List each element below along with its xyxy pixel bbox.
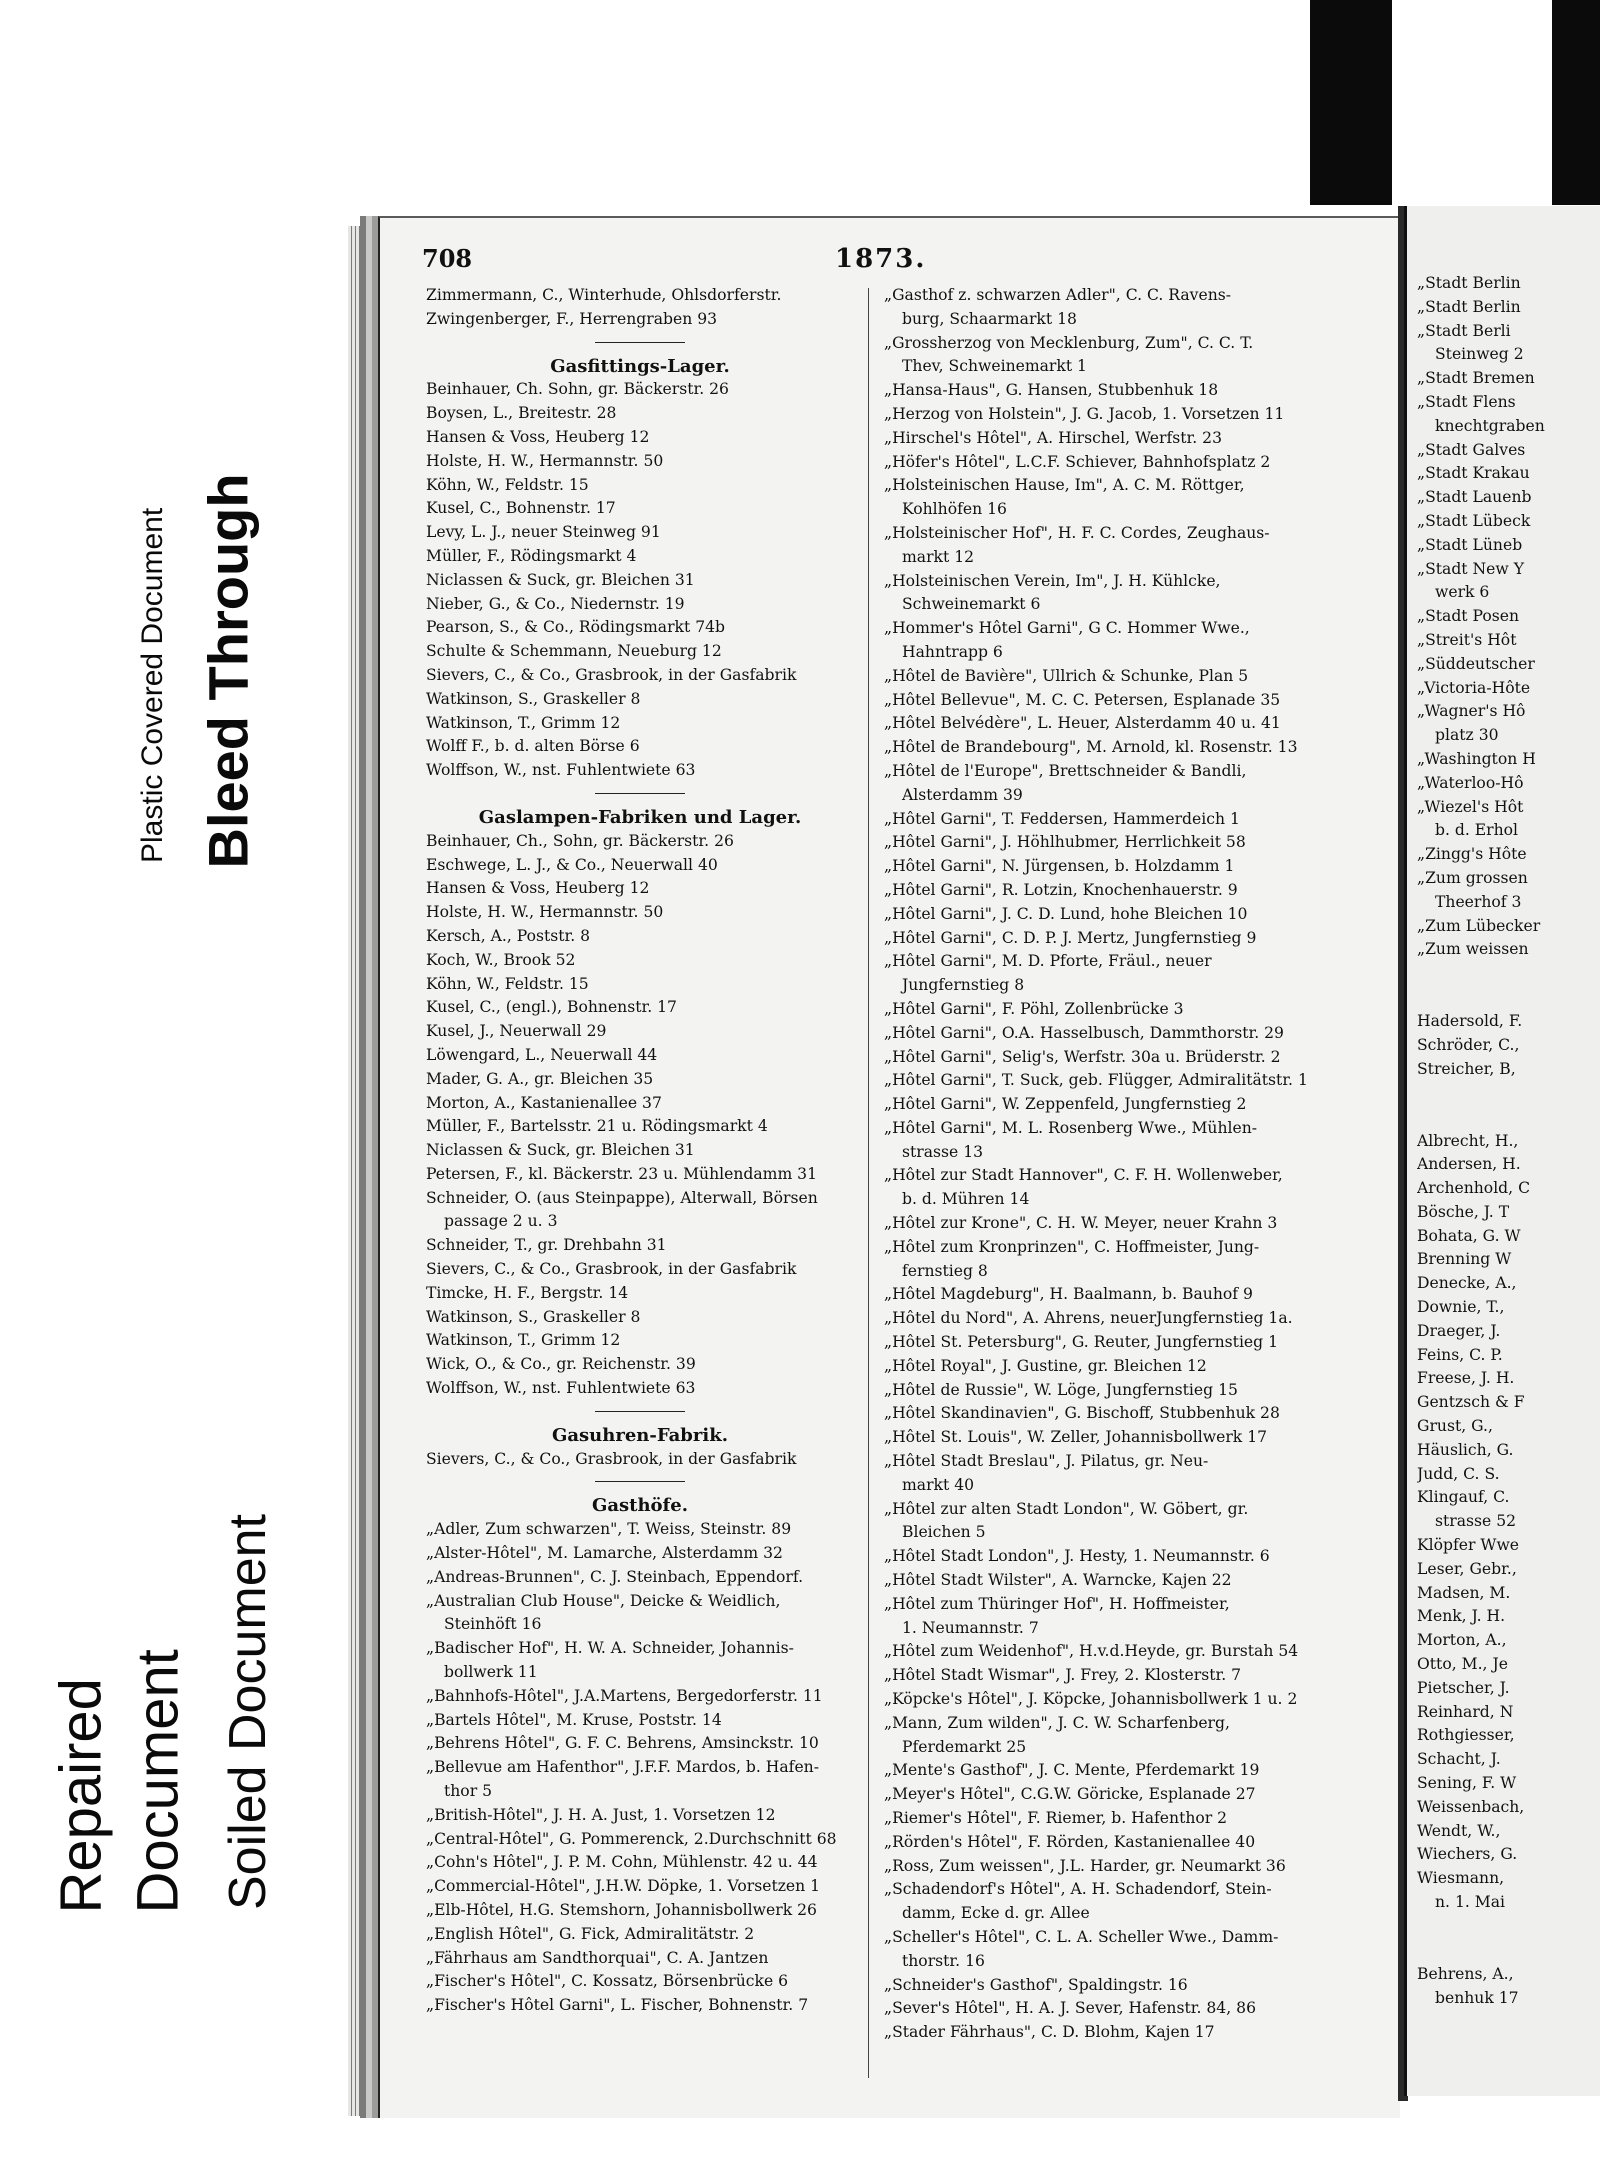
directory-entry: „Stadt New Y [1417, 559, 1525, 578]
entry-continuation: knechtgraben [1435, 416, 1545, 435]
directory-entry: Koch, W., Brook 52 [426, 950, 576, 969]
directory-entry: Andersen, H. [1417, 1155, 1521, 1174]
entry-continuation: fernstieg 8 [902, 1261, 988, 1280]
directory-entry: „Hôtel de Brandebourg", M. Arnold, kl. Rosenstr. 13 [884, 738, 1298, 757]
bleed-through-sticker [108, 336, 378, 986]
spacer [1417, 986, 1600, 1010]
entry-continuation: Steinweg 2 [1435, 345, 1524, 364]
book-page-edges [348, 226, 382, 2116]
directory-entry: „Hommer's Hôtel Garni", G C. Hommer Wwe., [884, 619, 1250, 638]
directory-entry: „Hôtel Garni", C. D. P. J. Mertz, Jungfernstieg 9 [884, 928, 1257, 947]
entry-continuation: Alsterdamm 39 [902, 785, 1023, 804]
directory-entry: Kersch, A., Poststr. 8 [426, 926, 591, 945]
directory-entry: „Hôtel Belvédère", L. Heuer, Alsterdamm 40 u. 41 [884, 714, 1281, 733]
directory-entry: Morton, A., [1417, 1631, 1507, 1650]
directory-entry: „Andreas-Brunnen", C. J. Steinbach, Eppendorf. [426, 1567, 804, 1586]
sticker-caption-repaired: Repaired [48, 1678, 114, 1914]
directory-entry: Gentzsch & F [1417, 1393, 1525, 1412]
directory-entry: „Gasthof z. schwarzen Adler", C. C. Ravens- [884, 286, 1232, 304]
directory-entry: „Hôtel zum Thüringer Hof", H. Hoffmeister, [884, 1594, 1230, 1613]
entry-continuation: Bleichen 5 [902, 1523, 986, 1542]
directory-entry: „Stadt Berlin [1417, 274, 1521, 292]
directory-entry: „Hôtel Stadt London", J. Hesty, 1. Neumannstr. 6 [884, 1547, 1270, 1566]
directory-entry: Kusel, C., Bohnenstr. 17 [426, 499, 616, 518]
entry-continuation: b. d. Erhol [1435, 821, 1519, 840]
directory-entry: Wolffson, W., nst. Fuhlentwiete 63 [426, 761, 696, 780]
directory-entry: „Hôtel Garni", W. Zeppenfeld, Jungfernstieg 2 [884, 1095, 1247, 1114]
directory-entry: Mader, G. A., gr. Bleichen 35 [426, 1069, 654, 1088]
spacer [1417, 1939, 1600, 1963]
directory-entry: Pearson, S., & Co., Rödingsmarkt 74b [426, 618, 726, 637]
directory-entry: „Hôtel Royal", J. Gustine, gr. Bleichen 12 [884, 1356, 1207, 1375]
directory-entry: „Fährhaus am Sandthorquai", C. A. Jantzen [426, 1948, 769, 1967]
entry-continuation: Hahntrapp 6 [902, 642, 1003, 661]
directory-entry: „Köpcke's Hôtel", J. Köpcke, Johannisbollwerk 1 u. 2 [884, 1690, 1298, 1709]
directory-entry: Niclassen & Suck, gr. Bleichen 31 [426, 1141, 695, 1160]
directory-entry: „Hôtel zum Weidenhof", H.v.d.Heyde, gr. Burstah 54 [884, 1642, 1299, 1661]
directory-entry: „Hôtel zum Kronprinzen", C. Hoffmeister, Jung- [884, 1237, 1260, 1256]
sticker-caption-plastic: Plastic Covered Document [136, 507, 169, 863]
directory-entry: Kusel, J., Neuerwall 29 [426, 1022, 607, 1041]
directory-entry: „Alster-Hôtel", M. Lamarche, Alsterdamm 32 [426, 1544, 783, 1563]
directory-entry: „Streit's Hôt [1417, 630, 1517, 649]
directory-entry: Kusel, C., (engl.), Bohnenstr. 17 [426, 998, 677, 1017]
directory-entry: Löwengard, L., Neuerwall 44 [426, 1045, 658, 1064]
section-heading: Gasthöfe. [591, 1495, 689, 1517]
directory-entry: „Hôtel Garni", F. Pöhl, Zollenbrücke 3 [884, 999, 1184, 1018]
directory-entry: Schröder, C., [1417, 1035, 1520, 1054]
directory-entry: Watkinson, T., Grimm 12 [426, 1331, 621, 1350]
directory-entry: Hansen & Voss, Heuberg 12 [426, 427, 650, 446]
directory-entry: „Hôtel zur alten Stadt London", W. Göbert, gr. [884, 1499, 1249, 1518]
directory-entry: Sievers, C., & Co., Grasbrook, in der Gasfabrik [426, 665, 797, 684]
directory-entry: „Schadendorf's Hôtel", A. H. Schadendorf, Stein- [884, 1880, 1272, 1899]
directory-entry: Holste, H. W., Hermannstr. 50 [426, 451, 664, 470]
spacer [1417, 1082, 1600, 1106]
directory-entry: „Fischer's Hôtel Garni", L. Fischer, Bohnenstr. 7 [426, 1996, 809, 2015]
directory-entry: „Hôtel de Russie", W. Löge, Jungfernstieg 15 [884, 1380, 1238, 1399]
entry-continuation: passage 2 u. 3 [444, 1212, 558, 1231]
directory-entry: „Süddeutscher [1417, 654, 1535, 673]
directory-entry: Schneider, T., gr. Drehbahn 31 [426, 1236, 667, 1255]
directory-entry: „Central-Hôtel", G. Pommerenck, 2.Durchschnitt 68 [426, 1829, 837, 1848]
directory-entry: „Hôtel St. Petersburg", G. Reuter, Jungfernstieg 1 [884, 1333, 1279, 1352]
page-header [380, 244, 1400, 278]
directory-entry: „Zingg's Hôte [1417, 845, 1527, 864]
directory-entry: „Stadt Lauenb [1417, 488, 1532, 507]
directory-entry: Downie, T., [1417, 1298, 1505, 1317]
directory-entry: Boysen, L., Breitestr. 28 [426, 404, 617, 423]
directory-entry: „Zum Lübecker [1417, 916, 1541, 935]
directory-entry: Schulte & Schemmann, Neueburg 12 [426, 642, 722, 661]
directory-entry: „Wagner's Hô [1417, 702, 1526, 721]
directory-entry: „Grossherzog von Mecklenburg, Zum", C. C. T. [884, 333, 1254, 352]
directory-entry: Otto, M., Je [1417, 1655, 1508, 1674]
directory-entry: Pietscher, J. [1417, 1678, 1510, 1697]
entry-continuation: benhuk 17 [1435, 1988, 1519, 2007]
directory-entry: „Stadt Bremen [1417, 369, 1535, 388]
directory-entry: Leser, Gebr., [1417, 1559, 1517, 1578]
middle-column [884, 284, 1344, 2045]
directory-entry: Petersen, F., kl. Bäckerstr. 23 u. Mühlendamm 31 [426, 1164, 818, 1183]
directory-entry: „Hôtel zur Stadt Hannover", C. F. H. Wollenweber, [884, 1166, 1283, 1185]
directory-entry: Nieber, G., & Co., Niedernstr. 19 [426, 594, 685, 613]
directory-entry: „Hirschel's Hôtel", A. Hirschel, Werfstr. 23 [884, 428, 1223, 447]
directory-entry: „Hôtel Stadt Breslau", J. Pilatus, gr. Neu- [884, 1452, 1209, 1471]
spacer [1417, 1106, 1600, 1130]
directory-entry: „Mann, Zum wilden", J. C. W. Scharfenberg, [884, 1713, 1230, 1732]
directory-entry: Reinhard, N [1417, 1702, 1514, 1721]
directory-entry: „Stadt Posen [1417, 607, 1520, 626]
entry-continuation: n. 1. Mai [1435, 1893, 1506, 1911]
directory-entry: „Hôtel Garni", O.A. Hasselbusch, Dammthorstr. 29 [884, 1023, 1284, 1042]
sticker-caption-bleed: Bleed Through [196, 473, 260, 869]
directory-entry: „Stadt Berli [1417, 321, 1511, 340]
directory-entry: „Herzog von Holstein", J. G. Jacob, 1. Vorsetzen 11 [884, 404, 1285, 423]
directory-entry: „British-Hôtel", J. H. A. Just, 1. Vorsetzen 12 [426, 1805, 776, 1824]
directory-entry: „Stader Fährhaus", C. D. Blohm, Kajen 17 [884, 2023, 1215, 2042]
directory-entry: Wendt, W., [1417, 1821, 1501, 1840]
entry-continuation: Kohlhöfen 16 [902, 500, 1007, 519]
directory-entry: „Stadt Krakau [1417, 464, 1530, 483]
directory-entry: „Holsteinischer Hof", H. F. C. Cordes, Zeughaus- [884, 523, 1270, 542]
directory-entry: „Hansa-Haus", G. Hansen, Stubbenhuk 18 [884, 381, 1219, 400]
directory-entry: „Commercial-Hôtel", J.H.W. Döpke, 1. Vorsetzen 1 [426, 1877, 821, 1896]
directory-entry: Archenhold, C [1417, 1179, 1531, 1198]
directory-entry: Albrecht, H., [1417, 1131, 1519, 1150]
directory-entry: „Hôtel Garni", J. C. D. Lund, hohe Bleichen 10 [884, 904, 1248, 923]
directory-entry: „Hôtel Stadt Wilster", A. Warncke, Kajen 22 [884, 1571, 1232, 1590]
directory-page [378, 216, 1400, 2118]
entry-continuation: werk 6 [1435, 583, 1490, 602]
page-number: 708 [422, 244, 473, 273]
directory-entry: „Holsteinischen Hause, Im", A. C. M. Röttger, [884, 476, 1245, 495]
directory-entry: „Australian Club House", Deicke & Weidlich, [426, 1591, 781, 1610]
soiled-document-sticker [16, 1390, 306, 1990]
entry-continuation: markt 40 [902, 1475, 975, 1494]
directory-entry: Denecke, A., [1417, 1274, 1517, 1293]
entry-continuation: burg, Schaarmarkt 18 [902, 309, 1077, 328]
directory-entry: Morton, A., Kastanienallee 37 [426, 1093, 662, 1112]
directory-entry: Watkinson, T., Grimm 12 [426, 713, 621, 732]
directory-entry: Menk, J. H. [1417, 1607, 1506, 1626]
directory-entry: Wolff F., b. d. alten Börse 6 [426, 737, 640, 756]
spacer [1417, 962, 1600, 986]
directory-entry: Sening, F. W [1417, 1774, 1517, 1793]
section-rule [595, 793, 685, 794]
directory-entry: Rothgiesser, [1417, 1726, 1515, 1745]
directory-entry: „Stadt Berlin [1417, 297, 1521, 316]
sticker-caption-soiled: Soiled Document [219, 1514, 277, 1910]
directory-entry: Eschwege, L. J., & Co., Neuerwall 40 [426, 855, 718, 874]
page-year: 1873. [835, 244, 927, 274]
directory-entry: „Hôtel Skandinavien", G. Bischoff, Stubbenhuk 28 [884, 1404, 1280, 1423]
directory-entry: „Hôtel Garni", T. Feddersen, Hammerdeich 1 [884, 809, 1240, 828]
directory-entry: „Waterloo-Hô [1417, 773, 1524, 792]
directory-entry: Hansen & Voss, Heuberg 12 [426, 879, 650, 898]
section-heading: Gasuhren-Fabrik. [552, 1424, 728, 1446]
directory-entry: Müller, F., Rödingsmarkt 4 [426, 546, 637, 565]
directory-entry: „Bellevue am Hafenthor", J.F.F. Mardos, b. Hafen- [426, 1758, 819, 1777]
directory-entry: „Adler, Zum schwarzen", T. Weiss, Steinstr. 89 [426, 1520, 792, 1539]
directory-entry: Beinhauer, Ch., Sohn, gr. Bäckerstr. 26 [426, 831, 734, 850]
directory-entry: „Schneider's Gasthof", Spaldingstr. 16 [884, 1975, 1188, 1994]
directory-entry: „Hôtel Garni", M. L. Rosenberg Wwe., Mühlen- [884, 1118, 1258, 1137]
directory-entry: „Hôtel Garni", T. Suck, geb. Flügger, Admiralitätstr. 1 [884, 1071, 1308, 1090]
directory-entry: Behrens, A., [1417, 1964, 1514, 1983]
entry-continuation: damm, Ecke d. gr. Allee [902, 1904, 1090, 1923]
entry-continuation: thor 5 [444, 1782, 493, 1801]
entry-continuation: Jungfernstieg 8 [902, 976, 1025, 995]
directory-entry: „Behrens Hôtel", G. F. C. Behrens, Amsinckstr. 10 [426, 1734, 819, 1753]
directory-entry: Zwingenberger, F., Herrengraben 93 [426, 309, 718, 328]
directory-entry: „Sever's Hôtel", H. A. J. Sever, Hafenstr. 84, 86 [884, 1999, 1256, 2018]
entry-continuation: Theerhof 3 [1435, 892, 1522, 911]
entry-continuation: thorstr. 16 [902, 1951, 985, 1970]
directory-entry: „Victoria-Hôte [1417, 678, 1531, 697]
directory-entry: „Hôtel de l'Europe", Brettschneider & Bandli, [884, 761, 1247, 780]
directory-entry: Köhn, W., Feldstr. 15 [426, 475, 589, 494]
directory-entry: „Zum weissen [1417, 940, 1529, 959]
directory-entry: Sievers, C., & Co., Grasbrook, in der Gasfabrik [426, 1260, 797, 1279]
directory-entry: „Washington H [1417, 749, 1536, 768]
entry-continuation: Thev, Schweinemarkt 1 [902, 357, 1087, 376]
directory-entry: „Badischer Hof", H. W. A. Schneider, Johannis- [426, 1639, 794, 1658]
directory-entry: Wick, O., & Co., gr. Reichenstr. 39 [426, 1355, 696, 1374]
directory-entry: „Mente's Gasthof", J. C. Mente, Pferdemarkt 19 [884, 1761, 1260, 1780]
directory-entry: „English Hôtel", G. Fick, Admiralitätstr. 2 [426, 1924, 755, 1943]
directory-entry: Klöpfer Wwe [1417, 1536, 1520, 1555]
directory-entry: Bohata, G. W [1417, 1226, 1521, 1245]
section-rule [595, 342, 685, 343]
directory-entry: Beinhauer, Ch. Sohn, gr. Bäckerstr. 26 [426, 380, 729, 399]
directory-entry: „Bahnhofs-Hôtel", J.A.Martens, Bergedorferstr. 11 [426, 1686, 823, 1705]
directory-entry: „Cohn's Hôtel", J. P. M. Cohn, Mühlenstr. 42 u. 44 [426, 1853, 818, 1872]
column-divider [868, 288, 869, 2078]
directory-entry: Watkinson, S., Graskeller 8 [426, 689, 641, 708]
directory-entry: „Ross, Zum weissen", J.L. Harder, gr. Neumarkt 36 [884, 1856, 1286, 1875]
sticker-caption-document: Document [125, 1649, 191, 1914]
directory-entry: Niclassen & Suck, gr. Bleichen 31 [426, 570, 695, 589]
directory-entry: „Zum grossen [1417, 868, 1528, 887]
entry-continuation: 1. Neumannstr. 7 [902, 1618, 1039, 1637]
directory-entry: Zimmermann, C., Winterhude, Ohlsdorferstr. [426, 286, 782, 304]
entry-continuation: bollwerk 11 [444, 1663, 538, 1682]
directory-entry: Levy, L. J., neuer Steinweg 91 [426, 523, 661, 542]
directory-entry: Sievers, C., & Co., Grasbrook, in der Gasfabrik [426, 1449, 797, 1468]
directory-entry: Judd, C. S. [1417, 1464, 1500, 1483]
directory-entry: „Holsteinischen Verein, Im", J. H. Kühlcke, [884, 571, 1221, 590]
directory-entry: „Hôtel Garni", N. Jürgensen, b. Holzdamm 1 [884, 857, 1235, 876]
directory-entry: Schacht, J. [1417, 1750, 1501, 1769]
directory-entry: „Rörden's Hôtel", F. Rörden, Kastanienallee 40 [884, 1832, 1256, 1851]
directory-entry: Feins, C. P. [1417, 1345, 1503, 1364]
scan-margin-bar-right [1552, 0, 1600, 205]
section-heading: Gaslampen-Fabriken und Lager. [478, 806, 802, 828]
entry-continuation: markt 12 [902, 547, 975, 566]
directory-entry: „Stadt Flens [1417, 392, 1516, 411]
directory-entry: Weissenbach, [1417, 1797, 1525, 1816]
directory-entry: Holste, H. W., Hermannstr. 50 [426, 903, 664, 922]
directory-entry: Timcke, H. F., Bergstr. 14 [426, 1283, 629, 1302]
directory-entry: Müller, F., Bartelsstr. 21 u. Rödingsmarkt 4 [426, 1117, 768, 1136]
facing-column [1417, 272, 1600, 2010]
directory-entry: „Bartels Hôtel", M. Kruse, Poststr. 14 [426, 1710, 722, 1729]
directory-entry: „Hôtel Magdeburg", H. Baalmann, b. Bauhof 9 [884, 1285, 1253, 1304]
directory-entry: Wolffson, W., nst. Fuhlentwiete 63 [426, 1379, 696, 1398]
directory-entry: „Höfer's Hôtel", L.C.F. Schiever, Bahnhofsplatz 2 [884, 452, 1271, 471]
directory-entry: Bösche, J. T [1417, 1202, 1510, 1221]
directory-entry: „Hôtel Bellevue", M. C. C. Petersen, Esplanade 35 [884, 690, 1281, 709]
entry-continuation: platz 30 [1435, 726, 1499, 745]
directory-entry: Streicher, B, [1417, 1059, 1516, 1078]
directory-entry: Klingauf, C. [1417, 1488, 1510, 1507]
directory-entry: Wiechers, G. [1417, 1845, 1518, 1864]
directory-entry: „Hôtel de Bavière", Ullrich & Schunke, Plan 5 [884, 666, 1249, 685]
entry-continuation: strasse 13 [902, 1142, 984, 1161]
directory-entry: „Wiezel's Hôt [1417, 797, 1524, 816]
directory-entry: „Hôtel Garni", R. Lotzin, Knochenhauerstr. 9 [884, 880, 1238, 899]
section-rule [595, 1411, 685, 1412]
directory-entry: „Stadt Lübeck [1417, 511, 1531, 530]
entry-continuation: b. d. Mühren 14 [902, 1190, 1030, 1209]
entry-continuation: Steinhöft 16 [444, 1615, 542, 1634]
directory-entry: „Stadt Galves [1417, 440, 1526, 459]
entry-continuation: strasse 52 [1435, 1512, 1517, 1531]
directory-entry: Brenning W [1417, 1250, 1512, 1269]
directory-entry: „Elb-Hôtel, H.G. Stemshorn, Johannisbollwerk 26 [426, 1901, 817, 1919]
entry-continuation: Pferdemarkt 25 [902, 1737, 1027, 1756]
entry-continuation: Schweinemarkt 6 [902, 595, 1041, 614]
directory-entry: „Fischer's Hôtel", C. Kossatz, Börsenbrücke 6 [426, 1972, 789, 1991]
directory-entry: „Hôtel Garni", Selig's, Werfstr. 30a u. Brüderstr. 2 [884, 1047, 1281, 1066]
directory-entry: Häuslich, G. [1417, 1440, 1514, 1459]
directory-entry: „Scheller's Hôtel", C. L. A. Scheller Wwe., Damm- [884, 1927, 1279, 1946]
section-heading: Gasfittings-Lager. [550, 355, 730, 377]
directory-entry: Schneider, O. (aus Steinpappe), Alterwall, Börsen [426, 1188, 818, 1207]
directory-entry: Freese, J. H. [1417, 1369, 1515, 1388]
directory-entry: Grust, G., [1417, 1417, 1493, 1436]
directory-entry: „Hôtel Stadt Wismar", J. Frey, 2. Klosterstr. 7 [884, 1666, 1242, 1685]
directory-entry: „Stadt Lüneb [1417, 535, 1523, 554]
directory-entry: Wiesmann, [1417, 1869, 1505, 1888]
scan-margin-bar-left [1310, 0, 1392, 205]
facing-page [1404, 206, 1600, 2096]
directory-entry: „Hôtel zur Krone", C. H. W. Meyer, neuer Krahn 3 [884, 1214, 1278, 1233]
left-column [426, 284, 854, 2018]
directory-entry: „Hôtel Garni", J. Höhlhubmer, Herrlichkeit 58 [884, 833, 1246, 852]
directory-entry: Watkinson, S., Graskeller 8 [426, 1307, 641, 1326]
directory-entry: „Hôtel du Nord", A. Ahrens, neuerJungfernstieg 1a. [884, 1309, 1293, 1328]
section-rule [595, 1481, 685, 1482]
directory-entry: „Riemer's Hôtel", F. Riemer, b. Hafenthor 2 [884, 1809, 1228, 1827]
directory-entry: „Hôtel Garni", M. D. Pforte, Fräul., neuer [884, 952, 1212, 971]
directory-entry: „Hôtel St. Louis", W. Zeller, Johannisbollwerk 17 [884, 1428, 1268, 1447]
directory-entry: Madsen, M. [1417, 1583, 1511, 1602]
directory-entry: Köhn, W., Feldstr. 15 [426, 974, 589, 993]
spacer [1417, 1915, 1600, 1939]
directory-entry: Draeger, J. [1417, 1321, 1501, 1340]
directory-entry: Hadersold, F. [1417, 1012, 1523, 1031]
directory-entry: „Meyer's Hôtel", C.G.W. Göricke, Esplanade 27 [884, 1785, 1256, 1804]
